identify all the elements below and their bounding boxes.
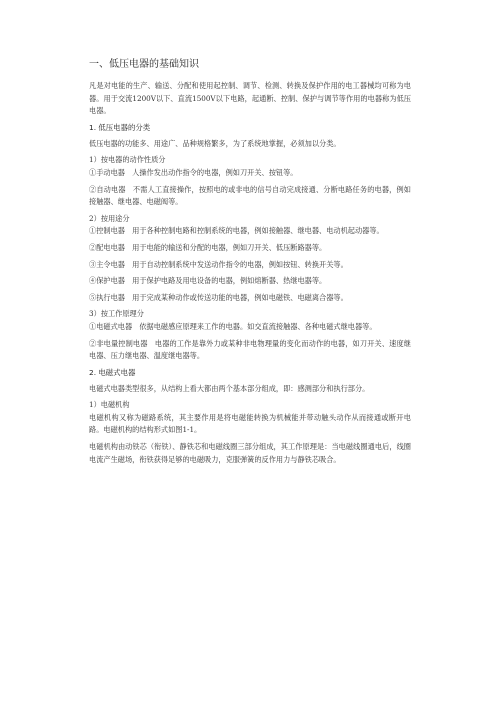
- document-body: [89, 58, 411, 470]
- intro-paragraph: 凡是对电能的生产、输送、分配和使用起控制、调节、检测、转换及保护作用的电工器械均可称为电器。用于交流1200V以下、直流1500V以下电路，起通断、控制、保护与调节等作用的电器称为低压电器。: [89, 81, 411, 116]
- subsection-title-classification: 1. 低压电器的分类: [89, 122, 151, 132]
- list-item: ①手动电器 人操作发出动作指令的电器，例如刀开关、按钮等。: [89, 167, 298, 177]
- list-item: ④保护电器 用于保护电路及用电设备的电器，例如熔断器、热继电器等。: [89, 276, 327, 286]
- list-item: ①控制电器 用于各种控制电路和控制系统的电器，例如接触器、继电器、电动机起动器等。: [89, 226, 384, 236]
- list-item: ②非电量控制电器 电器的工作是靠外力或某种非电物理量的变化而动作的电器，如刀开关、速度继电器、压力继电器、温度继电器等。: [89, 338, 411, 361]
- category-title-by-use: 2）按用途分: [89, 213, 130, 223]
- category-title-mechanism: 1）电磁机构: [89, 400, 130, 410]
- classification-lead: 低压电器的功能多、用途广、品种规格繁多，为了系统地掌握，必须加以分类。: [89, 138, 341, 148]
- list-item: ⑤执行电器 用于完成某种动作或传送功能的电器，例如电磁铁、电磁离合器等。: [89, 292, 348, 302]
- section-heading: 一、低压电器的基础知识: [89, 59, 199, 70]
- mechanism-paragraph: 电磁机构由动铁芯（衔铁）、静铁芯和电磁线圈三部分组成，其工作原理是：当电磁线圈通电后，线圈电流产生磁场，衔铁获得足够的电磁吸力，克服弹簧的反作用力与静铁芯吸合。: [89, 442, 411, 464]
- category-title-by-action: 1）按电器的动作性质分: [89, 155, 166, 165]
- electromagnetic-lead: 电磁式电器类型很多，从结构上看大都由两个基本部分组成，即：感测部分和执行部分。: [89, 383, 370, 393]
- subsection-title-electromagnetic: 2. 电磁式电器: [89, 367, 136, 377]
- list-item: ②配电电器 用于电能的输送和分配的电器，例如刀开关、低压断路器等。: [89, 242, 327, 252]
- list-item: ③主令电器 用于自动控制系统中发送动作指令的电器，例如按钮、转换开关等。: [89, 259, 348, 269]
- category-title-by-principle: 3）按工作原理分: [89, 309, 144, 319]
- list-item: ②自动电器 不需人工直接操作，按照电的或非电的信号自动完成接通、分断电路任务的电器，例如接触器、继电器、电磁阀等。: [89, 184, 411, 207]
- list-item: ①电磁式电器 依据电磁感应原理来工作的电器。如交直流接触器、各种电磁式继电器等。: [89, 321, 377, 331]
- mechanism-paragraph: 电磁机构又称为磁路系统，其主要作用是将电磁能转换为机械能并带动触头动作从而接通或断开电路。电磁机构的结构形式如图1-1。: [89, 412, 411, 435]
